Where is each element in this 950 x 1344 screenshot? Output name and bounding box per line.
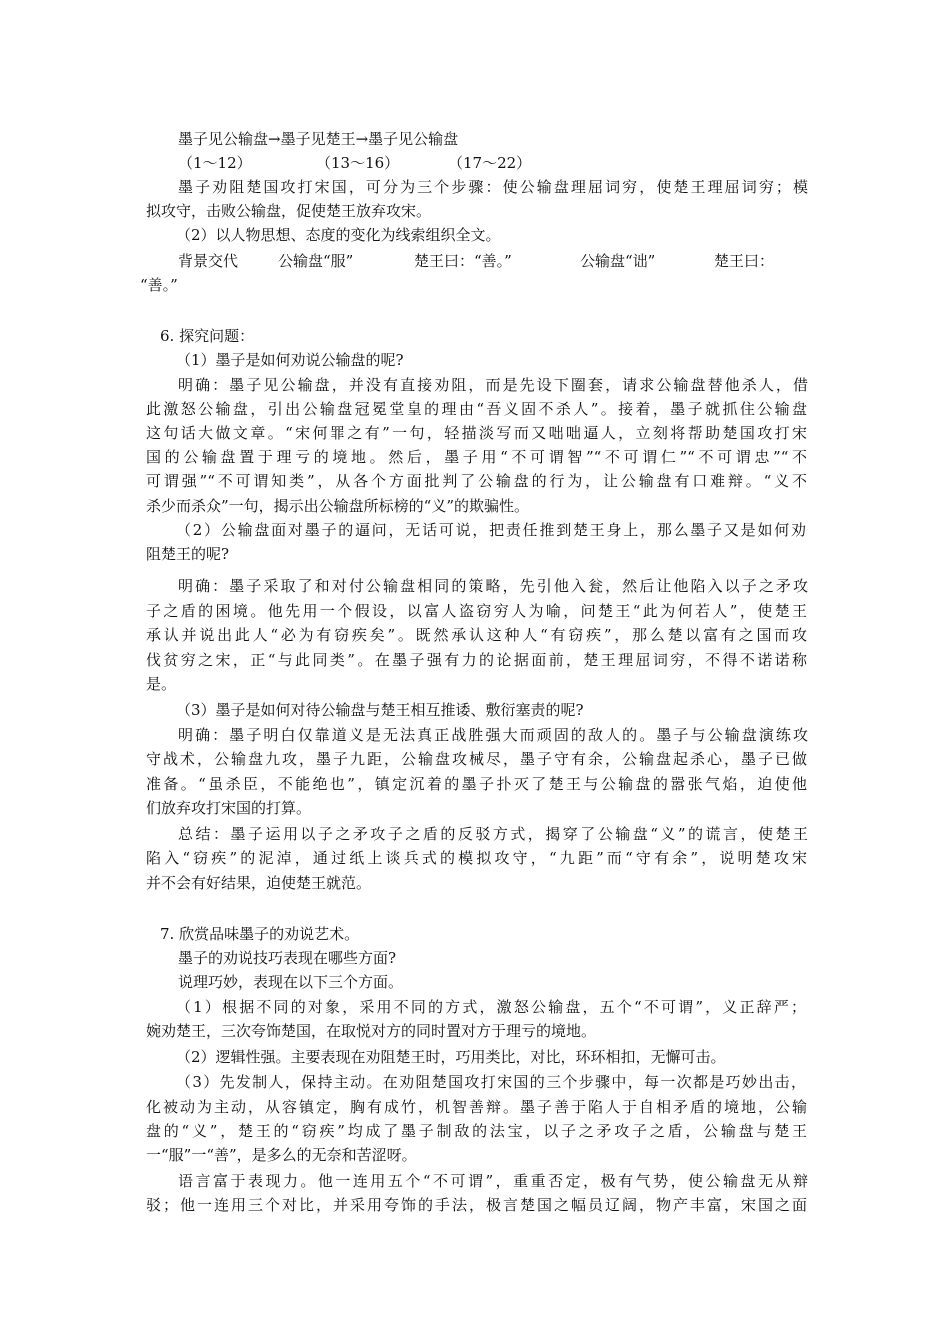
question-2-line: （2）公输盘面对墨子的逼问，无话可说，把责任推到楚王身上，那么墨子又是如何劝	[176, 521, 806, 539]
answer-1-line: 杀少而杀众”一句，揭示出公输盘所标榜的“义”的欺骗性。	[146, 497, 530, 515]
language-line: 驳；他一连用三个对比，并采用夸饰的手法，极言楚国之幅员辽阔，物产丰富，宋国之面	[146, 1196, 807, 1214]
answer-1-line: 明确：墨子见公输盘，并没有直接劝阻，而是先设下圈套，请求公输盘替他杀人，借	[178, 376, 808, 394]
question-2-line: 阻楚王的呢?	[146, 545, 230, 563]
language-line: 语言富于表现力。他一连用五个“不可谓”，重重否定，极有气势，使公输盘无从辩	[178, 1172, 808, 1190]
point-3-line: 盘的“义”，楚王的“窃疾”均成了墨子制敌的法宝，以子之矛攻子之盾，公输盘与楚王	[146, 1122, 807, 1140]
section-7-intro: 说理巧妙，表现在以下三个方面。	[178, 973, 404, 991]
answer-3-line: 们放弃攻打宋国的打算。	[146, 799, 312, 817]
answer-3-line: 守战术，公输盘九攻，墨子九距，公输盘攻械尽，墨子守有余，公输盘起杀心，墨子已做	[146, 750, 807, 768]
point-3-line: 一“服”一“善”，是多么的无奈和苦涩呀。	[146, 1146, 417, 1164]
range-3: （17～22）	[448, 154, 532, 172]
answer-2-line: 伐贫穷之宋，正“与此同类”。在墨子强有力的论据面前，楚王理屈词穷，不得不诺诺称	[146, 651, 807, 669]
range-1: （1～12）	[178, 154, 252, 172]
answer-2-line: 子之盾的困境。他先用一个假设，以富人盗窃穷人为喻，问楚王“此为何若人”，使楚王	[146, 602, 807, 620]
steps-line: 拟攻守，击败公输盘，促使楚王放弃攻宋。	[146, 202, 432, 220]
clue-heading: （2）以人物思想、态度的变化为线索组织全文。	[176, 226, 501, 244]
summary-line: 并不会有好结果，迫使楚王就范。	[146, 874, 372, 892]
clue-item-gongshu-qu: 公输盘“诎”	[580, 252, 656, 270]
section-7-heading: 7. 欣赏品味墨子的劝说艺术。	[160, 925, 360, 943]
answer-2-line: 承认并说出此人“必为有窃疾矣”。既然承认这种人“有窃疾”，那么楚以富有之国而攻	[146, 626, 807, 644]
question-1: （1）墨子是如何劝说公输盘的呢?	[176, 351, 404, 369]
range-2: （13～16）	[316, 154, 400, 172]
answer-2-line: 是。	[146, 675, 177, 693]
point-1-line: （1）根据不同的对象，采用不同的方式，激怒公输盘，五个“不可谓”，义正辞严；	[176, 998, 806, 1016]
answer-1-line: 此激怒公输盘，引出公输盘冠冕堂皇的理由“吾义固不杀人”。接着，墨子就抓住公输盘	[146, 400, 807, 418]
clue-item-gongshu-fu: 公输盘“服”	[278, 252, 354, 270]
section-6-heading: 6. 探究问题：	[160, 327, 255, 345]
clue-item-background: 背景交代	[178, 252, 239, 270]
clue-item-king-says: 楚王曰：	[714, 252, 775, 270]
point-3-line: （3）先发制人，保持主动。在劝阻楚国攻打宋国的三个步骤中，每一次都是巧妙出击，	[176, 1073, 806, 1091]
answer-3-line: 明确：墨子明白仅靠道义是无法真正战胜强大而顽固的敌人的。墨子与公输盘演练攻	[178, 726, 808, 744]
answer-1-line: 这句话大做文章。“宋何罪之有”一句，轻描淡写而又咄咄逼人，立刻将帮助楚国攻打宋	[146, 424, 807, 442]
summary-line: 陷入“窃疾”的泥淖，通过纸上谈兵式的模拟攻守，“九距”而“守有余”，说明楚攻宋	[146, 849, 807, 867]
answer-3-line: 准备。“虽杀臣，不能绝也”，镇定沉着的墨子扑灭了楚王与公输盘的嚣张气焰，迫使他	[146, 775, 807, 793]
clue-tail: “善。”	[140, 276, 178, 294]
structure-flow: 墨子见公输盘→墨子见楚王→墨子见公输盘	[178, 130, 459, 148]
answer-1-line: 可谓强”“不可谓知类”，从各个方面批判了公输盘的行为，让公输盘有口难辩。“义不	[146, 472, 807, 490]
answer-1-line: 国的公输盘置于理亏的境地。然后，墨子用“不可谓智”“不可谓仁”“不可谓忠”“不	[146, 448, 807, 466]
clue-item-king-shan: 楚王曰：“善。”	[414, 252, 512, 270]
answer-2-line: 明确：墨子采取了和对付公输盘相同的策略，先引他入瓮，然后让他陷入以子之矛攻	[178, 577, 808, 595]
steps-line: 墨子劝阻楚国攻打宋国，可分为三个步骤：使公输盘理屈词穷，使楚王理屈词穷；模	[178, 178, 808, 196]
point-3-line: 化被动为主动，从容镇定，胸有成竹，机智善辩。墨子善于陷人于自相矛盾的境地，公输	[146, 1098, 807, 1116]
question-3: （3）墨子是如何对待公输盘与楚王相互推诿、敷衍塞责的呢?	[176, 701, 584, 719]
summary-line: 总结：墨子运用以子之矛攻子之盾的反驳方式，揭穿了公输盘“义”的谎言，使楚王	[178, 825, 808, 843]
point-1-line: 婉劝楚王，三次夸饰楚国，在取悦对方的同时置对方于理亏的境地。	[146, 1022, 597, 1040]
section-7-question: 墨子的劝说技巧表现在哪些方面?	[178, 949, 397, 967]
point-2: （2）逻辑性强。主要表现在劝阻楚王时，巧用类比，对比，环环相扣，无懈可击。	[176, 1048, 726, 1066]
